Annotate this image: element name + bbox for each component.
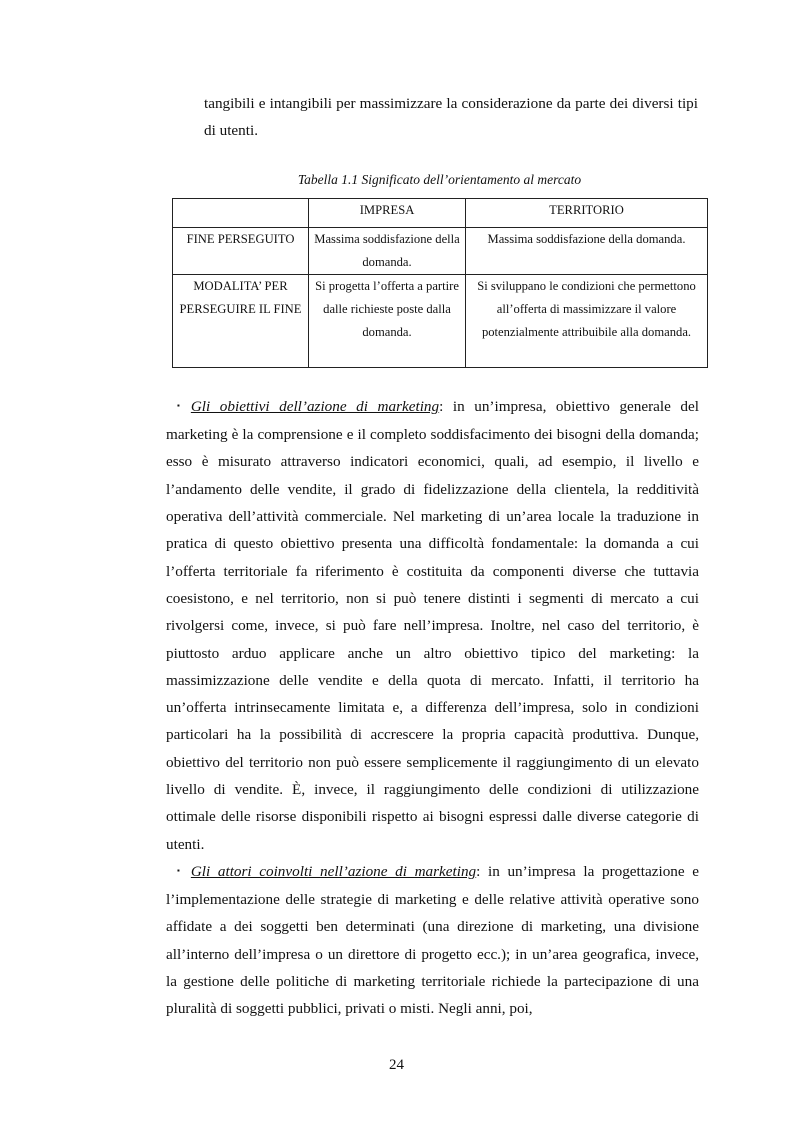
table-header-territorio: TERRITORIO	[466, 199, 708, 228]
table-header-row	[173, 199, 708, 228]
square-bullet-icon: ▪	[177, 400, 180, 410]
row-label-modalita: MODALITA’ PER PERSEGUIRE IL FINE	[173, 275, 309, 368]
paragraph-text-objectives: : in un’impresa, obiettivo generale del marketing è la comprensione e il completo soddisfacimento dei bisogni della domanda; esso è misurato attraverso indicatori economici, quali, ad esempio, il livello e l’andamento delle vendite, il grado di fidelizzazione della clientela, la redditività operativa dell’attività commerciale. Nel marketing di un’area locale la traduzione in pratica di questo obiettivo presenta una difficoltà fondamentale: la domanda a cui l’offerta territoriale fa riferimento è costituita da componenti diverse che tuttavia coesistono, e nel territorio, non si può tenere distinti i segmenti di mercato a cui rivolgersi come, invece, si può fare nell’impresa. Inoltre, nel caso del territorio, è piuttosto arduo applicare anche un altro obiettivo tipico del marketing: la massimizzazione delle vendite e della quota di mercato. Infatti, il territorio ha un’offerta intrinsecamente limitata e, a differenza dell’impresa, solo in condizioni particolari ha la possibilità di accrescere la propria capacità produttiva. Dunque, obiettivo del territorio non può essere semplicemente il raggiungimento di un elevato livello di vendite. È, invece, il raggiungimento delle condizioni di utilizzazione ottimale delle risorse disponibili rispetto ai bisogni espressi dalle diverse categorie di utenti.	[166, 398, 699, 853]
page-number: 24	[389, 1057, 404, 1073]
intro-paragraph: tangibili e intangibili per massimizzare la considerazione da parte dei diversi tipi di utenti.	[204, 95, 698, 139]
paragraph-actors	[166, 858, 699, 1023]
row-label-fine: FINE PERSEGUITO	[173, 228, 309, 275]
cell-impresa-modalita: Si progetta l’offerta a partire dalle richieste poste dalla domanda.	[309, 275, 466, 368]
paragraph-lead-objectives: Gli obiettivi dell’azione di marketing	[190, 398, 440, 415]
paragraph-text-actors: : in un’impresa la progettazione e l’implementazione delle strategie di marketing e delle relative attività operative sono affidate a dei soggetti ben determinati (una direzione di marketing, una divisione all’interno dell’impresa o un direttore di progetto ecc.); in un’area geografica, invece, la gestione delle politiche di marketing territoriale richiede la partecipazione di una pluralità di soggetti pubblici, privati o misti. Negli anni, poi,	[166, 862, 699, 1018]
body-text	[166, 393, 699, 1023]
table-header-empty	[173, 199, 309, 228]
cell-impresa-fine: Massima soddisfazione della domanda.	[309, 228, 466, 275]
cell-territorio-fine: Massima soddisfazione della domanda.	[466, 228, 708, 275]
table-row	[173, 275, 708, 368]
paragraph-objectives	[166, 393, 699, 858]
market-orientation-table	[172, 198, 708, 368]
table-header-impresa: IMPRESA	[309, 199, 466, 228]
table-caption: Tabella 1.1 Significato dell’orientamento al mercato	[297, 172, 582, 187]
paragraph-lead-actors: Gli attori coinvolti nell’azione di marketing	[190, 862, 477, 880]
table-row	[173, 228, 708, 275]
square-bullet-icon: ▪	[177, 865, 180, 875]
cell-territorio-modalita: Si sviluppano le condizioni che permettono all’offerta di massimizzare il valore potenzialmente attribuibile alla domanda.	[466, 275, 708, 368]
